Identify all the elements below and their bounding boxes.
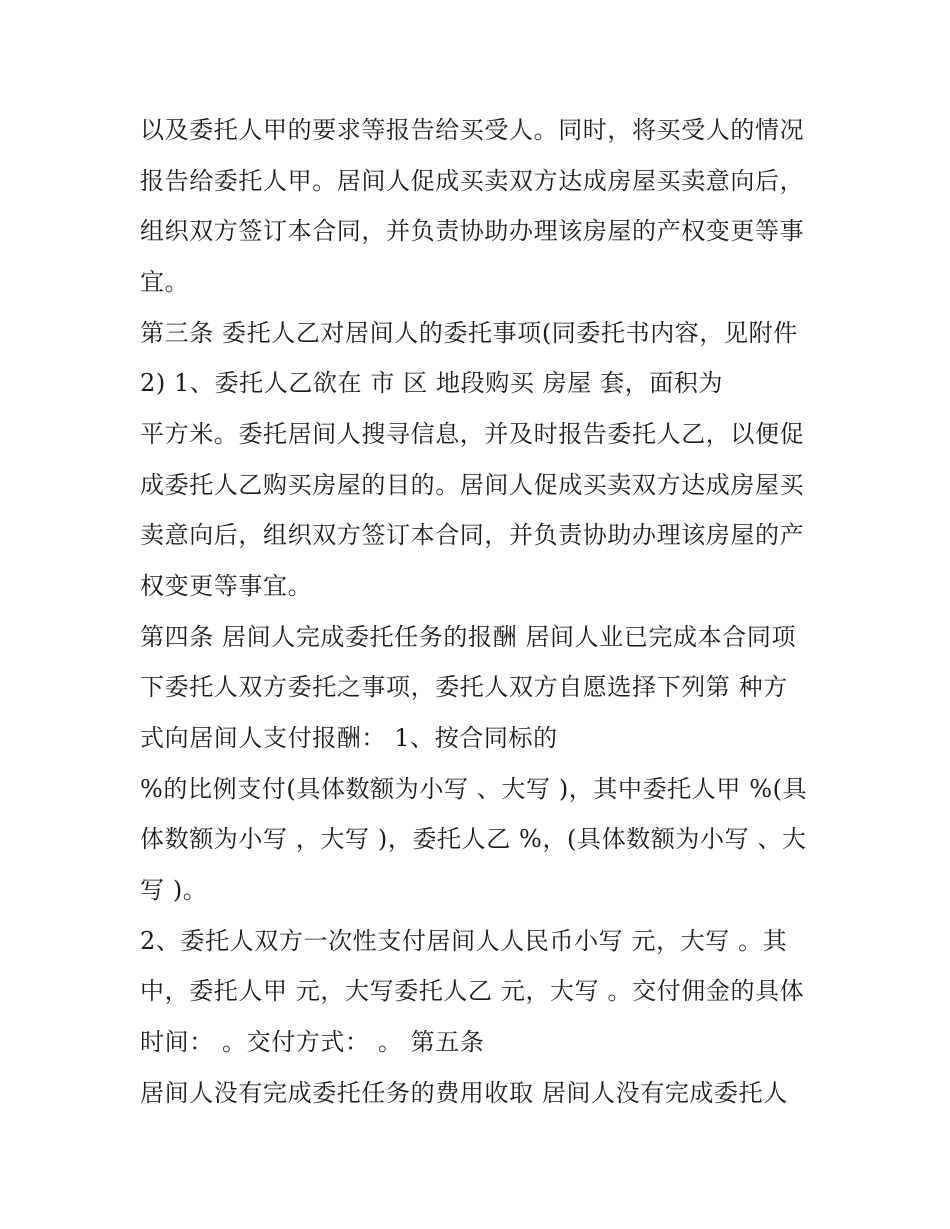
text-line: 2、委托人双方一次性支付居间人人民币小写 元，大写 。其: [140, 927, 788, 955]
text-line: 平方米。委托居间人搜寻信息，并及时报告委托人乙，以便促: [140, 420, 805, 448]
text-line: 2) 1、委托人乙欲在 市 区 地段购买 房屋 套，面积为: [140, 369, 724, 397]
text-line: 卖意向后，组织双方签订本合同，并负责协助办理该房屋的产: [140, 521, 805, 549]
text-line: 以及委托人甲的要求等报告给买受人。同时，将买受人的情况: [140, 116, 805, 144]
text-line: 第三条 委托人乙对居间人的委托事项(同委托书内容，见附件: [140, 319, 798, 347]
text-line: 报告给委托人甲。居间人促成买卖双方达成房屋买卖意向后，: [140, 167, 805, 195]
text-line: 体数额为小写 ，大写 )，委托人乙 %，(具体数额为小写 、大: [140, 825, 807, 853]
text-line: 成委托人乙购买房屋的目的。居间人促成买卖双方达成房屋买: [140, 471, 805, 499]
text-line: 中，委托人甲 元，大写委托人乙 元，大写 。交付佣金的具体: [140, 977, 805, 1005]
text-line: %的比例支付(具体数额为小写 、大写 )，其中委托人甲 %(具: [140, 775, 808, 803]
text-line: 第四条 居间人完成委托任务的报酬 居间人业已完成本合同项: [140, 623, 797, 651]
text-line: 宜。: [140, 268, 190, 296]
text-line: 组织双方签订本合同，并负责协助办理该房屋的产权变更等事: [140, 217, 805, 245]
text-line: 权变更等事宜。: [140, 572, 313, 600]
text-line: 下委托人双方委托之事项，委托人双方自愿选择下列第 种方: [140, 673, 788, 701]
text-line: 式向居间人支付报酬： 1、按合同标的: [140, 724, 558, 752]
text-line: 时间： 。交付方式： 。 第五条: [140, 1028, 485, 1056]
text-line: 居间人没有完成委托任务的费用收取 居间人没有完成委托人: [140, 1079, 788, 1107]
text-line: 写 )。: [140, 876, 208, 904]
